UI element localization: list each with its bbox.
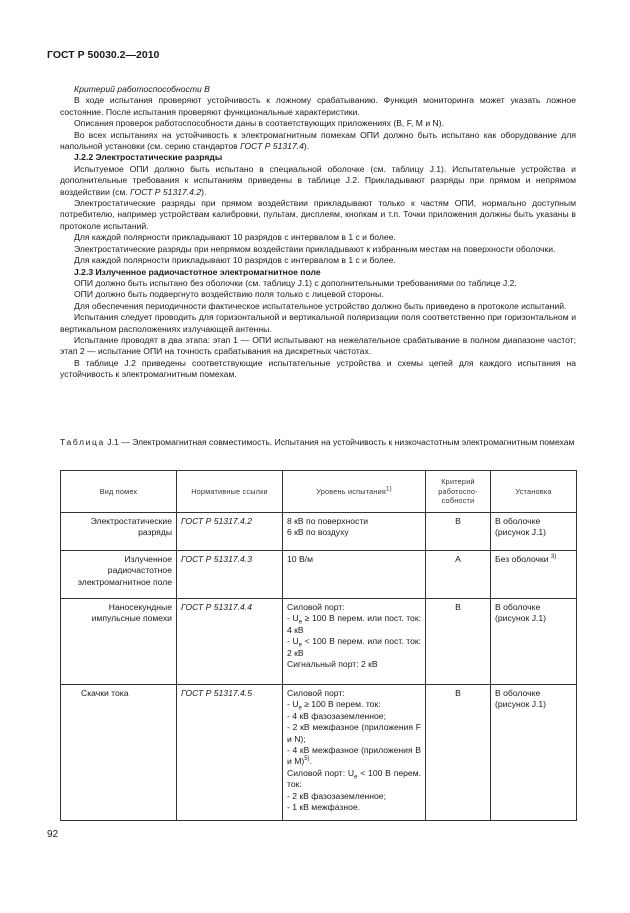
paragraph: Электростатические разряды при непрямом воздействии прикладывают к избранным местам на поверхности оболочки. xyxy=(74,243,556,254)
table-caption-text: J.1 — Электромагнитная совместимость. Испытания на устойчивость к низкочастотным электромагнитным помехам xyxy=(104,437,575,447)
cell-criterion: A xyxy=(426,551,491,599)
paragraph: Для обеспечения периодичности фактическое испытательное устройство должно быть приведено в протоколе испытаний. xyxy=(74,300,567,311)
header-criterion: Критерий работоспо-собности xyxy=(426,471,491,513)
cell-installation: В оболочке (рисунок J.1) xyxy=(491,685,577,821)
cell-reference: ГОСТ Р 51317.4.2 xyxy=(177,513,283,551)
cell-test-level: Силовой порт: - $U_e \ge 100$ В перем. ток: - 4 кВ фазозаземленное; - 2 кВ межфазное (приложения F и N); - 4 кВ межфазное (приложения B и M)$^{5)}$. Силовой порт: $U_e < 100$ В перем. ток: - 2 кВ фазозаземленное; - 1 кВ межфазное. xyxy=(283,685,426,821)
table-header-row xyxy=(61,471,577,513)
paragraph: Испытания следует проводить для горизонтальной и вертикальной поляризации поля соответственно при горизонтальном и вертикальном расположениях излучающей антенны. xyxy=(60,312,576,334)
table-row xyxy=(61,599,577,685)
cell-criterion: B xyxy=(426,599,491,685)
section-heading: J.2.2 Электростатические разряды xyxy=(74,152,223,163)
cell-criterion: B xyxy=(426,685,491,821)
table-row xyxy=(61,685,577,821)
cell-reference: ГОСТ Р 51317.4.5 xyxy=(177,685,283,821)
paragraph: Описания проверок работоспособности даны в соответствующих приложениях (B, F, M и N). xyxy=(74,118,444,129)
criterion-title: Критерий работоспособности B xyxy=(74,84,210,94)
cell-test-level: 10 В/м xyxy=(283,551,426,599)
cell-installation: В оболочке (рисунок J.1) xyxy=(491,513,577,551)
cell-test-level: Силовой порт: - $U_e \ge 100$ В перем. или пост. ток: 4 кВ - $U_e < 100$ В перем. или пост. ток: 2 кВ Сигнальный порт: 2 кВ xyxy=(283,599,426,685)
table-row xyxy=(61,513,577,551)
paragraph: Испытуемое ОПИ должно быть испытано в специальной оболочке (см. таблицу J.1). Испытательные устройства и дополнительные требования к испытаниям приведены в таблице J.2. Прикладывают разряды при прямом и непрямом воздействии (см. ГОСТ Р 51317.4.2). xyxy=(60,163,576,197)
emc-table xyxy=(60,470,577,821)
cell-reference: ГОСТ Р 51317.4.3 xyxy=(177,551,283,599)
table-caption xyxy=(60,437,580,448)
header-installation: Установка xyxy=(491,471,577,513)
page-number: 92 xyxy=(47,829,59,840)
header-test-level: Уровень испытания$^{1)}$ xyxy=(283,471,426,513)
cell-installation: Без оболочки $^{3)}$ xyxy=(491,551,577,599)
cell-disturbance-type: Электростатические разряды xyxy=(61,513,177,551)
header-disturbance-type: Вид помех xyxy=(61,471,177,513)
paragraph: В таблице J.2 приведены соответствующие испытательные устройства и схемы цепей для каждого испытания на устойчивость к электромагнитным помехам. xyxy=(60,357,576,380)
table-caption-label: Таблица xyxy=(60,437,105,447)
standard-reference: ГОСТ Р 51317.4.2 xyxy=(130,186,202,197)
section-heading: J.2.3 Излученное радиочастотное электромагнитное поле xyxy=(74,266,321,277)
paragraph: Во всех испытаниях на устойчивость к электромагнитным помехам ОПИ должно быть испытано как оборудование для напольной установки (см. серию стандартов ГОСТ Р 51317.4). xyxy=(60,129,576,152)
paragraph: Для каждой полярности прикладывают 10 разрядов с интервалом в 1 с и более. xyxy=(74,232,396,243)
table-row xyxy=(61,551,577,599)
paragraph: В ходе испытания проверяют устойчивость к ложному срабатыванию. Функция мониторинга может указать ложное состояние. После испытания проверяют функциональные характеристики. xyxy=(60,95,576,117)
standard-reference: ГОСТ Р 51317.4 xyxy=(240,141,304,152)
cell-disturbance-type: Наносекундные импульсные помехи xyxy=(61,599,177,685)
cell-installation: В оболочке (рисунок J.1) xyxy=(491,599,577,685)
paragraph: Электростатические разряды при прямом воздействии прикладывают только к частям ОПИ, нормально доступным потребителю, например устройствам калибровки, пультам, дисплеям, кнопкам и т.п. Точки приложения должны быть указаны в протоколе испытаний. xyxy=(60,198,576,231)
standard-designation: ГОСТ Р 50030.2—2010 xyxy=(47,49,160,61)
paragraph: Испытание проводят в два этапа: этап 1 — ОПИ испытывают на нежелательное срабатывание в полном диапазоне частот; этап 2 — испытание ОПИ на точность срабатывания на дискретных частотах. xyxy=(60,334,576,357)
paragraph: Для каждой полярности прикладывают 10 разрядов с интервалом в 1 с и более. xyxy=(74,255,396,266)
cell-criterion: B xyxy=(426,513,491,551)
paragraph: ОПИ должно быть подвергнуто воздействию поля только с лицевой стороны. xyxy=(74,289,384,300)
cell-test-level: 8 кВ по поверхности 6 кВ по воздуху xyxy=(283,513,426,551)
cell-disturbance-type: Излученное радиочастотное электромагнитное поле xyxy=(61,551,177,599)
cell-disturbance-type: Скачки тока xyxy=(61,685,177,821)
paragraph: ОПИ должно быть испытано без оболочки (см. таблицу J.1) с дополнительными требованиями по таблице J.2. xyxy=(74,277,517,288)
body-text xyxy=(60,84,576,381)
header-normative-refs: Нормативные ссылки xyxy=(177,471,283,513)
cell-reference: ГОСТ Р 51317.4.4 xyxy=(177,599,283,685)
